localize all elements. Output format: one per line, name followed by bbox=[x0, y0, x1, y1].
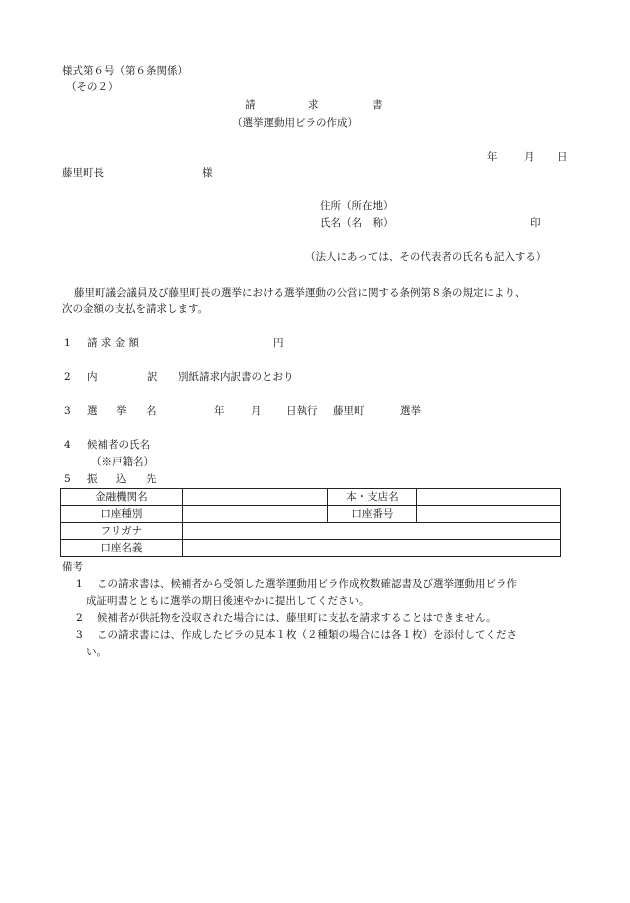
document-subtitle: （選挙運動用ビラの作成） bbox=[232, 117, 358, 129]
title-char-3: 書 bbox=[372, 99, 383, 111]
date-day: 日 bbox=[557, 151, 568, 163]
remarks-title: 備考 bbox=[62, 561, 83, 573]
remark-2-line: 候補者が供託物を没収された場合には、藤里町に支払を請求することはできません。 bbox=[97, 612, 497, 624]
item-3-label-b: 挙 bbox=[116, 405, 127, 417]
item-3-label-c: 名 bbox=[146, 405, 157, 417]
form-sub-number: （その２） bbox=[66, 81, 119, 93]
account-holder-field[interactable] bbox=[182, 540, 560, 557]
item-4-label: 候補者の氏名 bbox=[87, 439, 150, 451]
account-type-label: 口座種別 bbox=[61, 506, 183, 523]
account-type-field[interactable] bbox=[182, 506, 328, 523]
item-2-value: 別紙請求内訳書のとおり bbox=[178, 371, 294, 383]
addressee-honorific: 様 bbox=[202, 167, 213, 179]
item-4-note: （※戸籍名） bbox=[91, 456, 154, 468]
form-number: 様式第６号（第６条関係） bbox=[62, 65, 188, 77]
account-holder-label: 口座名義 bbox=[61, 540, 183, 557]
name-label: 氏名（名 称） bbox=[320, 217, 394, 229]
item-3-town: 藤里町 bbox=[333, 405, 365, 417]
table-row bbox=[61, 540, 561, 557]
address-label: 住所（所在地） bbox=[320, 200, 394, 212]
remark-3-line-b: い。 bbox=[86, 646, 107, 658]
remark-1-line-b: 成証明書とともに選挙の期日後速やかに提出してください。 bbox=[86, 595, 370, 607]
corporation-note: （法人にあっては、その代表者の氏名も記入する） bbox=[305, 251, 547, 263]
item-5-number: 5 bbox=[64, 473, 71, 485]
item-5-label-a: 振 bbox=[87, 473, 98, 485]
bank-account-table bbox=[60, 488, 561, 557]
item-3-number: 3 bbox=[64, 405, 71, 417]
table-row bbox=[61, 523, 561, 540]
bank-name-field[interactable] bbox=[182, 489, 328, 506]
item-1-label: 請 求 金 額 bbox=[87, 337, 140, 349]
branch-label: 本・支店名 bbox=[328, 489, 417, 506]
item-2-number: 2 bbox=[64, 371, 71, 383]
title-char-1: 請 bbox=[245, 99, 256, 111]
item-4-number: 4 bbox=[64, 439, 71, 451]
item-1-number: 1 bbox=[64, 337, 71, 349]
addressee-name: 藤里町長 bbox=[62, 167, 104, 179]
remark-1-line-a: この請求書は、候補者から受領した選挙運動用ビラ作成枚数確認書及び選挙運動用ビラ作 bbox=[97, 578, 517, 590]
title-char-2: 求 bbox=[308, 99, 319, 111]
date-month: 月 bbox=[524, 151, 535, 163]
body-line-2: 次の金額の支払を請求します。 bbox=[62, 303, 209, 315]
account-number-label: 口座番号 bbox=[328, 506, 417, 523]
item-5-label-c: 先 bbox=[146, 473, 157, 485]
remark-1-number: 1 bbox=[76, 578, 83, 590]
branch-field[interactable] bbox=[417, 489, 561, 506]
remark-3-line-a: この請求書には、作成したビラの見本１枚（２種類の場合には各１枚）を添付してくださ bbox=[97, 629, 517, 641]
item-3-month: 月 bbox=[251, 405, 262, 417]
remark-3-number: 3 bbox=[76, 629, 83, 641]
item-3-label-a: 選 bbox=[87, 405, 98, 417]
table-row bbox=[61, 506, 561, 523]
remark-2-number: 2 bbox=[76, 612, 83, 624]
item-3-year: 年 bbox=[214, 405, 225, 417]
item-1-unit: 円 bbox=[273, 337, 284, 349]
item-5-label-b: 込 bbox=[116, 473, 127, 485]
body-line-1: 藤里町議会議員及び藤里町長の選挙における選挙運動の公営に関する条例第８条の規定により、 bbox=[74, 287, 526, 299]
table-row bbox=[61, 489, 561, 506]
bank-name-label: 金融機関名 bbox=[61, 489, 183, 506]
date-year: 年 bbox=[487, 151, 498, 163]
seal-mark: 印 bbox=[530, 217, 541, 229]
furigana-label: フリガナ bbox=[61, 523, 183, 540]
item-3-day: 日執行 bbox=[286, 405, 318, 417]
furigana-field[interactable] bbox=[182, 523, 560, 540]
item-2-label-b: 訳 bbox=[147, 371, 158, 383]
item-3-election: 選挙 bbox=[400, 405, 421, 417]
account-number-field[interactable] bbox=[417, 506, 561, 523]
item-2-label-a: 内 bbox=[87, 371, 98, 383]
